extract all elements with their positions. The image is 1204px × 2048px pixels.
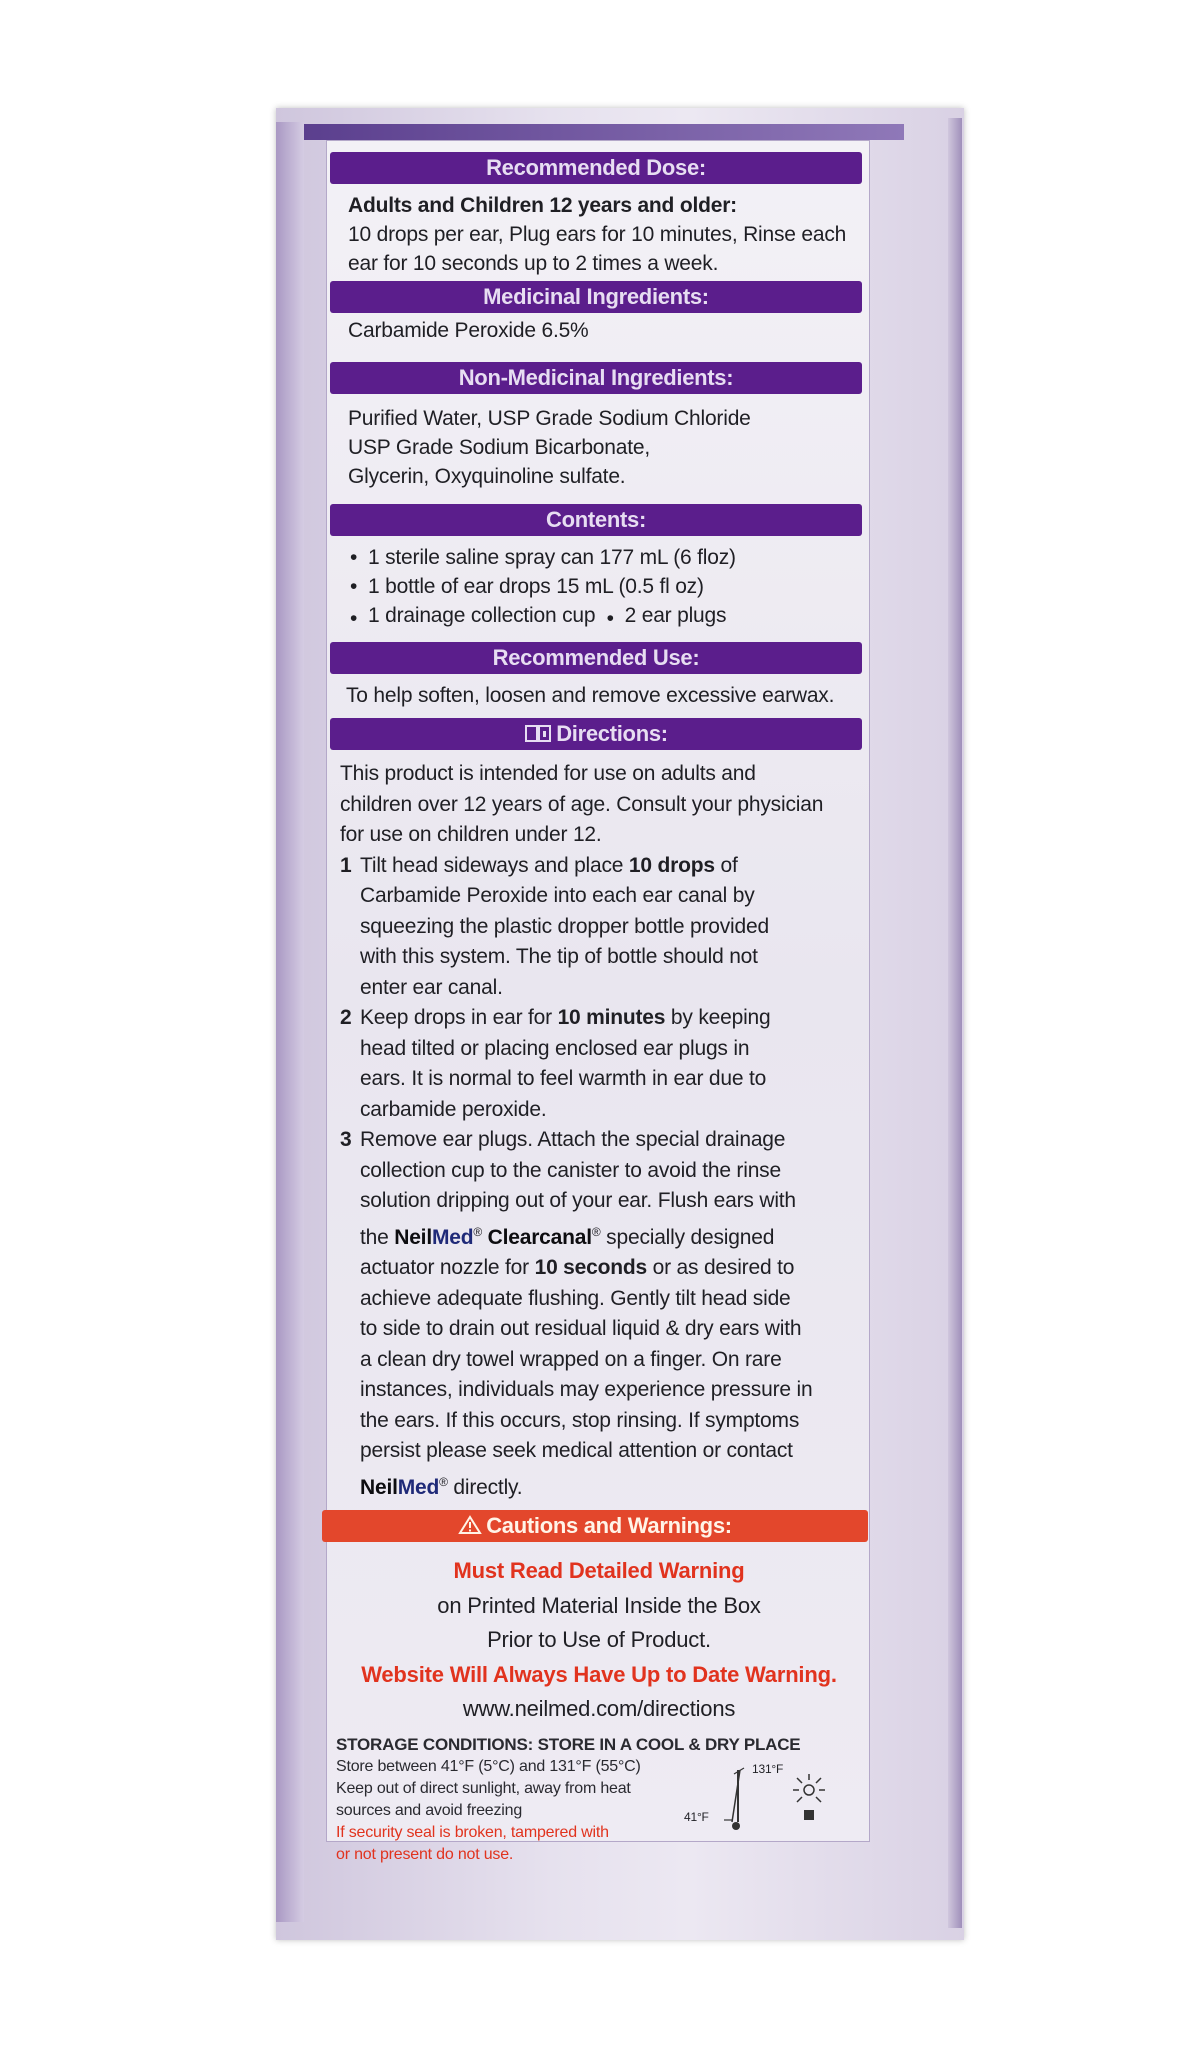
cautions-url: www.neilmed.com/directions xyxy=(462,1696,736,1721)
step-3-line-4b: specially designed xyxy=(600,1225,775,1249)
directions-intro-3: for use on children under 12. xyxy=(340,823,602,846)
step-3-line-2: collection cup to the canister to avoid the rinse xyxy=(360,1158,781,1182)
non-medicinal-text xyxy=(348,404,868,491)
brand-med: Med xyxy=(397,1475,440,1499)
step-3-line-4 xyxy=(360,1217,870,1254)
step-3-line-10: the ears. If this occurs, stop rinsing. If symptoms xyxy=(360,1408,800,1432)
security-warning-1: If security seal is broken, tampered with xyxy=(336,1824,609,1841)
dose-bold-line: Adults and Children 12 years and older: xyxy=(348,194,737,217)
directions-step-3 xyxy=(340,1125,870,1503)
book-icon xyxy=(524,724,552,744)
box-left-edge xyxy=(276,122,304,1922)
registered-mark: ® xyxy=(473,1224,483,1239)
contents-item-3b: • 2 ear plugs xyxy=(607,604,727,627)
dose-line-2: ear for 10 seconds up to 2 times a week. xyxy=(348,252,719,275)
step-1-drops: 10 drops xyxy=(628,853,715,877)
medicinal-line: Carbamide Peroxide 6.5% xyxy=(348,319,589,342)
non-medicinal-header: Non-Medicinal Ingredients: xyxy=(330,362,862,394)
step-3-seconds: 10 seconds xyxy=(534,1256,647,1279)
storage-header: STORAGE CONDITIONS: STORE IN A COOL & DRY PLACE xyxy=(336,1735,801,1754)
step-3-line-8: a clean dry towel wrapped on a finger. On rare xyxy=(360,1347,782,1371)
contents-item-3a: • 1 drainage collection cup xyxy=(350,604,595,627)
directions-step-1 xyxy=(340,851,870,1004)
step-1-line-4: with this system. The tip of bottle should not xyxy=(360,945,758,968)
storage-text xyxy=(336,1756,696,1866)
step-3-line-7: to side to drain out residual liquid & dry ears with xyxy=(360,1317,802,1340)
step-3-line-5a: actuator nozzle for xyxy=(360,1256,535,1279)
contents-item-1: • 1 sterile saline spray can 177 mL (6 floz) xyxy=(350,543,870,572)
contents-item-2: • 1 bottle of ear drops 15 mL (0.5 fl oz) xyxy=(350,572,870,601)
contents-list xyxy=(350,543,870,630)
contents-item-3 xyxy=(350,601,870,630)
box-right-edge xyxy=(948,118,962,1928)
directions-header xyxy=(330,718,862,750)
brand-neil: Neil xyxy=(360,1475,398,1499)
step-1-line-5: enter ear canal. xyxy=(360,975,503,999)
step-2-line-1c: by keeping xyxy=(665,1006,771,1029)
cautions-line-2: on Printed Material Inside the Box xyxy=(437,1592,761,1618)
non-medicinal-line-3: Glycerin, Oxyquinoline sulfate. xyxy=(348,465,626,488)
storage-line-1: Store between 41°F (5°C) and 131°F (55°C) xyxy=(336,1758,641,1775)
warning-icon xyxy=(458,1515,482,1535)
step-3-number: 3 xyxy=(340,1128,352,1151)
step-2-number: 2 xyxy=(340,1006,352,1029)
brand-clearcanal: Clearcanal xyxy=(487,1225,592,1249)
step-1-line-2: Carbamide Peroxide into each ear canal by xyxy=(360,884,755,907)
step-3-line-6: achieve adequate flushing. Gently tilt head side xyxy=(360,1286,791,1310)
temp-high-label: 131°F xyxy=(752,1762,784,1776)
directions-step-2 xyxy=(340,1003,870,1125)
sunlight-icon xyxy=(784,1772,834,1828)
recommended-use-line: To help soften, loosen and remove excessive earwax. xyxy=(346,684,835,707)
step-3-line-11: persist please seek medical attention or contact xyxy=(360,1439,793,1462)
cautions-header xyxy=(322,1510,868,1542)
step-1-number: 1 xyxy=(340,853,352,877)
recommended-use-header: Recommended Use: xyxy=(330,642,862,674)
step-2-line-4: carbamide peroxide. xyxy=(360,1097,547,1121)
security-warning-2: or not present do not use. xyxy=(336,1846,514,1863)
step-3-line-12 xyxy=(360,1467,870,1504)
temp-low-label: 41°F xyxy=(684,1810,709,1824)
directions-header-label: Directions: xyxy=(556,721,668,746)
storage-line-2: Keep out of direct sunlight, away from heat xyxy=(336,1780,631,1797)
directions-body xyxy=(340,759,870,1503)
contents-header: Contents: xyxy=(330,504,862,536)
step-1-line-1c: of xyxy=(714,853,738,877)
step-3-line-3: solution dripping out of your ear. Flush ears with xyxy=(360,1189,796,1212)
cautions-header-label: Cautions and Warnings: xyxy=(486,1513,732,1538)
dose-line-1: 10 drops per ear, Plug ears for 10 minutes, Rinse each xyxy=(348,223,847,246)
step-2-line-3: ears. It is normal to feel warmth in ear due to xyxy=(360,1067,767,1090)
step-3-line-5c: or as desired to xyxy=(647,1256,795,1279)
step-3-line-4a: the xyxy=(360,1225,395,1249)
cautions-line-3: Prior to Use of Product. xyxy=(487,1627,711,1652)
step-2-line-2: head tilted or placing enclosed ear plugs in xyxy=(360,1036,750,1060)
storage-line-3: sources and avoid freezing xyxy=(336,1802,523,1819)
brand-neil: Neil xyxy=(394,1225,432,1249)
step-2-line-1a: Keep drops in ear for xyxy=(360,1006,558,1029)
cautions-must-read: Must Read Detailed Warning xyxy=(453,1558,745,1583)
step-3-line-12b: directly. xyxy=(447,1475,523,1499)
recommended-dose-text xyxy=(348,191,868,278)
registered-mark: ® xyxy=(439,1474,448,1489)
directions-intro-1: This product is intended for use on adults and xyxy=(340,762,756,785)
cautions-body xyxy=(326,1554,872,1727)
medicinal-header: Medicinal Ingredients: xyxy=(330,281,862,313)
non-medicinal-line-2: USP Grade Sodium Bicarbonate, xyxy=(348,436,650,459)
step-1-line-1a: Tilt head sideways and place xyxy=(360,853,629,877)
directions-intro-2: children over 12 years of age. Consult your physician xyxy=(340,792,824,816)
cautions-website-warning: Website Will Always Have Up to Date Warning. xyxy=(361,1661,837,1687)
step-1-line-3: squeezing the plastic dropper bottle provided xyxy=(360,914,769,938)
recommended-dose-header: Recommended Dose: xyxy=(330,152,862,184)
step-3-line-9: instances, individuals may experience pressure in xyxy=(360,1378,813,1401)
registered-mark: ® xyxy=(591,1224,601,1239)
box-top-edge xyxy=(304,124,904,140)
step-2-minutes: 10 minutes xyxy=(557,1006,666,1029)
non-medicinal-line-1: Purified Water, USP Grade Sodium Chloride xyxy=(348,407,751,430)
brand-med: Med xyxy=(431,1225,474,1249)
step-3-line-1: Remove ear plugs. Attach the special drainage xyxy=(360,1128,786,1151)
